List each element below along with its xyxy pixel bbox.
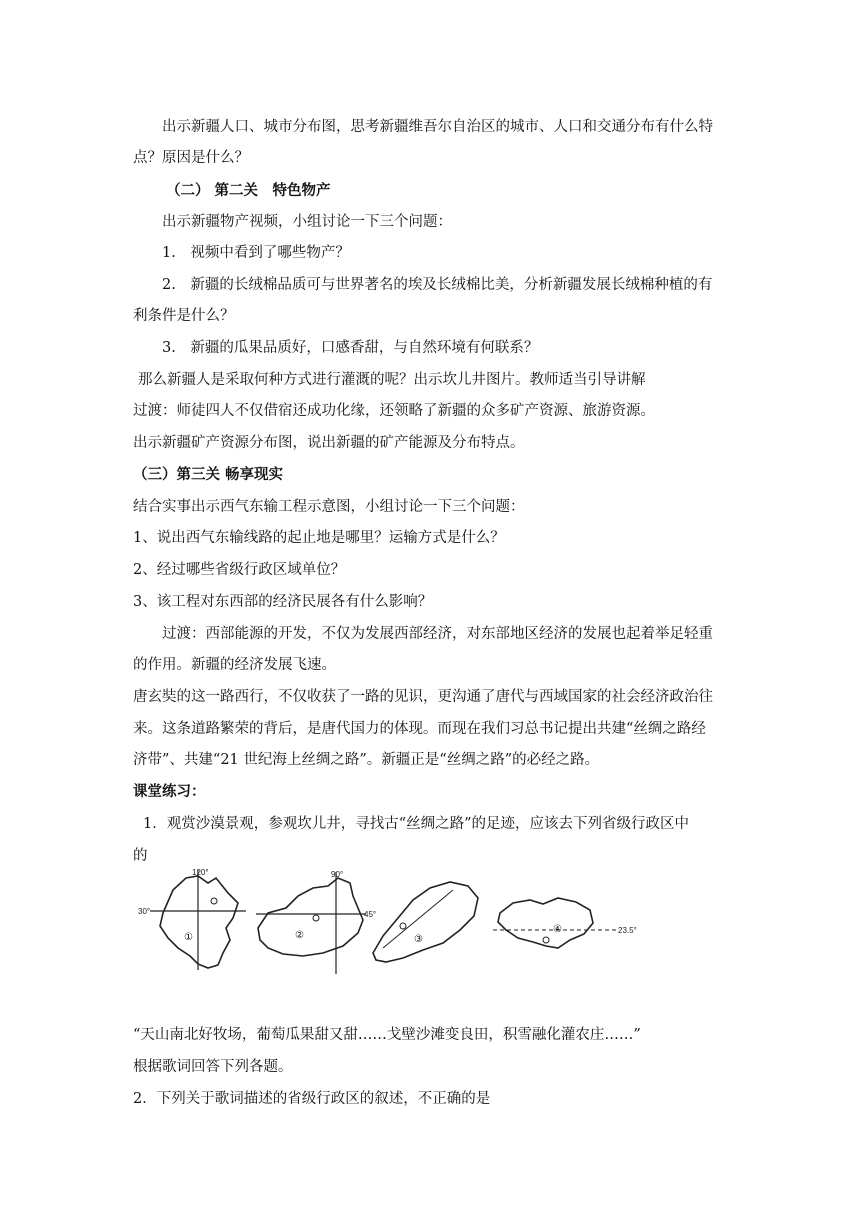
map-1-latitude-label: 30° <box>138 907 151 916</box>
question-item: 2. 新疆的长绒棉品质可与世界著名的埃及长绒棉比美，分析新疆发展长绒棉种植的有 <box>162 277 713 293</box>
province-map-2 <box>256 870 376 974</box>
exercise-question: 1．观赏沙漠景观，参观坎儿井，寻找古“丝绸之路”的足迹，应该去下列省级行政区中 <box>143 816 690 832</box>
section-heading-3: （三）第三关 畅享现实 <box>133 466 284 483</box>
section-heading-exercise: 课堂练习： <box>133 783 206 800</box>
map-3-number: ③ <box>414 934 423 945</box>
paragraph-line: 过渡：西部能源的开发，不仅为发展西部经济，对东部地区经济的发展也起着举足轻重 <box>162 626 713 642</box>
paragraph-line: 利条件是什么？ <box>133 308 235 324</box>
map-2-latitude-label: 45° <box>364 910 377 919</box>
paragraph-line: 那么新疆人是采取何种方式进行灌溉的呢？出示坎儿井图片。教师适当引导讲解 <box>138 372 646 388</box>
paragraph-line: 的 <box>133 848 148 864</box>
province-map-1 <box>138 868 246 970</box>
paragraph-line: 济带”、共建“21 世纪海上丝绸之路”。新疆正是“丝绸之路”的必经之路。 <box>133 752 600 768</box>
map-4-tropic-label: 23.5° <box>618 926 637 935</box>
question-item: 2、经过哪些省级行政区域单位？ <box>133 562 346 578</box>
paragraph-line: 来。这条道路繁荣的背后，是唐代国力的体现。而现在我们习总书记提出共建“丝绸之路经 <box>133 721 706 737</box>
paragraph-line: 出示新疆矿产资源分布图，说出新疆的矿产能源及分布特点。 <box>133 435 525 451</box>
map-1-longitude-label: 120° <box>192 868 209 877</box>
paragraph-line: 唐玄奘的这一路西行，不仅收获了一路的见识，更沟通了唐代与西域国家的社会经济政治往 <box>133 689 713 705</box>
paragraph-line: 出示新疆物产视频，小组讨论一下三个问题： <box>162 214 452 230</box>
question-item: 3、该工程对东西部的经济民展各有什么影响？ <box>133 594 433 610</box>
paragraph-line: 点？原因是什么？ <box>133 150 249 166</box>
province-map-3 <box>373 882 478 962</box>
map-4-number: ④ <box>553 924 562 935</box>
map-2-longitude-label: 90° <box>331 870 344 879</box>
question-item: 1、说出西气东输线路的起止地是哪里？运输方式是什么？ <box>133 530 505 546</box>
province-maps-figure <box>138 868 728 978</box>
map-1-number: ① <box>184 932 193 943</box>
section-heading-2: （二） 第二关 特色物产 <box>166 182 331 199</box>
paragraph-line: 的作用。新疆的经济发展飞速。 <box>133 657 336 673</box>
paragraph-line: 结合实事出示西气东输工程示意图，小组讨论一下三个问题： <box>133 499 525 515</box>
paragraph-line: 出示新疆人口、城市分布图，思考新疆维吾尔自治区的城市、人口和交通分布有什么特 <box>162 119 713 135</box>
question-item: 3. 新疆的瓜果品质好，口感香甜，与自然环境有何联系？ <box>162 340 539 356</box>
paragraph-line: 根据歌词回答下列各题。 <box>133 1059 293 1075</box>
province-map-4 <box>493 898 637 948</box>
map-2-number: ② <box>295 930 304 941</box>
lyric-quote: “天山南北好牧场，葡萄瓜果甜又甜……戈壁沙滩变良田，积雪融化灌农庄……” <box>133 1027 641 1043</box>
exercise-question: 2．下列关于歌词描述的省级行政区的叙述，不正确的是 <box>133 1091 491 1107</box>
paragraph-line: 过渡：师徒四人不仅借宿还成功化缘，还领略了新疆的众多矿产资源、旅游资源。 <box>133 403 655 419</box>
question-item: 1. 视频中看到了哪些物产？ <box>162 245 350 261</box>
